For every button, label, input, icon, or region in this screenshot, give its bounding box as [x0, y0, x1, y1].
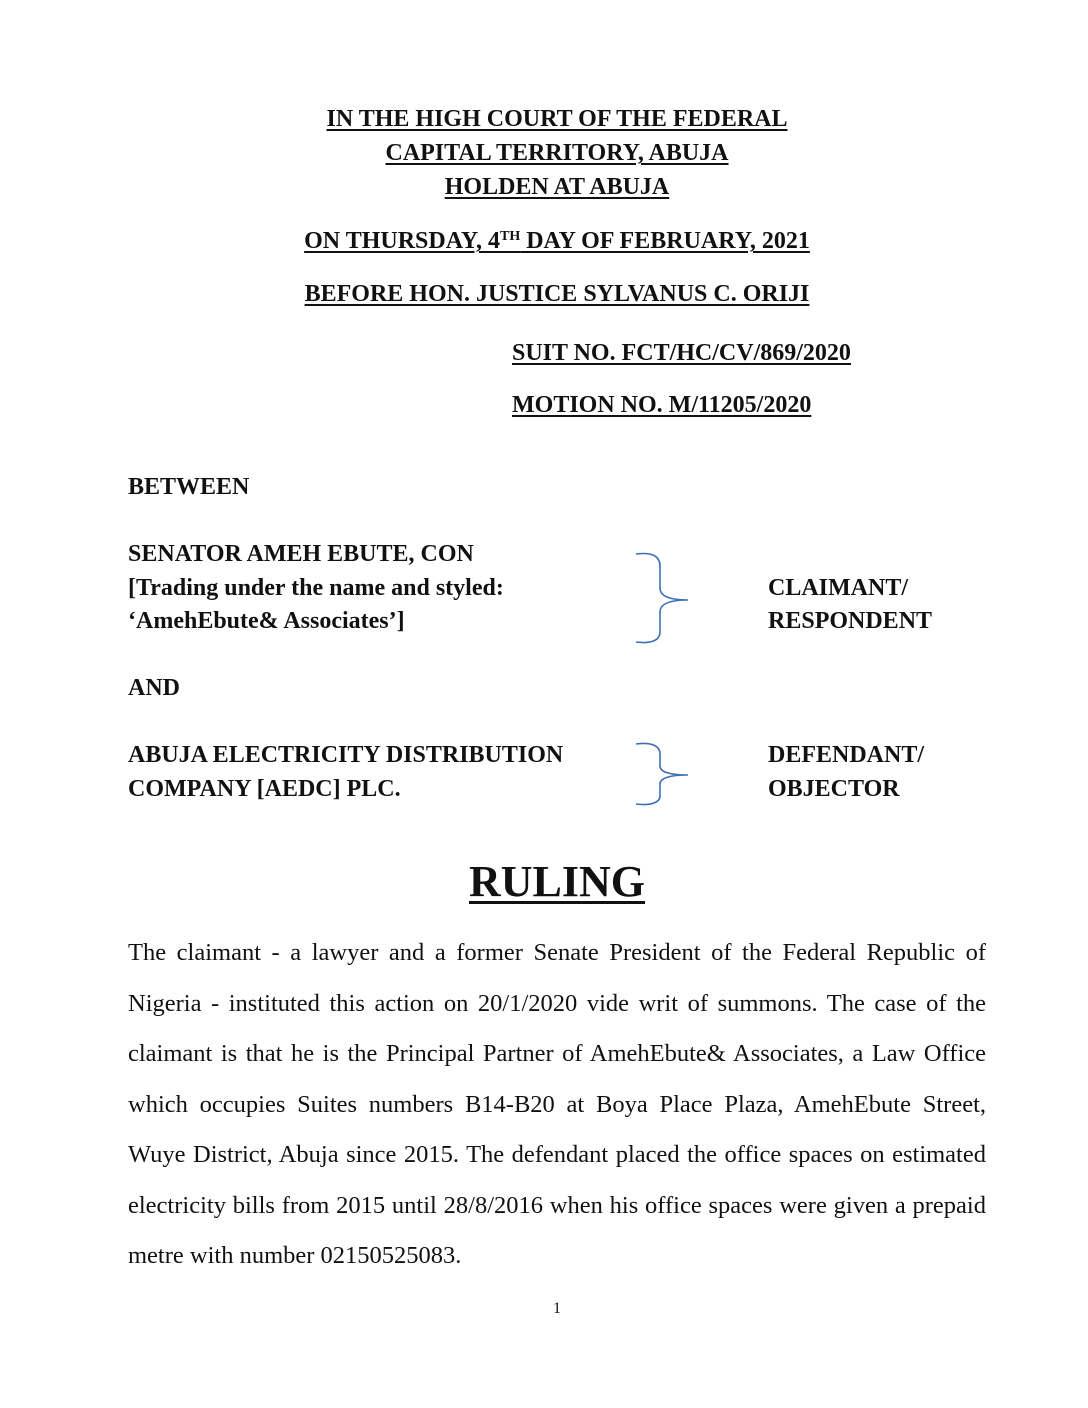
claimant-role-line2: RESPONDENT [768, 608, 933, 634]
hearing-date-suffix: DAY OF FEBRUARY, 2021 [520, 228, 810, 254]
page-number: 1 [553, 1300, 561, 1317]
defendant-name-line1: ABUJA ELECTRICITY DISTRIBUTION [128, 742, 564, 768]
court-title-line2: CAPITAL TERRITORY, ABUJA [385, 140, 729, 166]
and-label: AND [128, 675, 180, 701]
motion-number: MOTION NO. M/11205/2020 [512, 392, 812, 418]
between-label: BETWEEN [128, 474, 250, 500]
claimant-brace-icon [630, 548, 700, 648]
claimant-role-line1: CLAIMANT/ [768, 575, 909, 601]
ruling-title: RULING [468, 857, 646, 906]
court-title-line1: IN THE HIGH COURT OF THE FEDERAL [326, 106, 788, 132]
defendant-role-line1: DEFENDANT/ [768, 742, 925, 768]
hearing-date [0, 228, 1088, 255]
defendant-brace-icon [630, 738, 700, 810]
claimant-trading-note: [Trading under the name and styled: [128, 575, 504, 601]
judge-line: BEFORE HON. JUSTICE SYLVANUS C. ORIJI [304, 281, 810, 307]
claimant-name: SENATOR AMEH EBUTE, CON [128, 541, 474, 567]
defendant-role-line2: OBJECTOR [768, 776, 900, 802]
suit-number: SUIT NO. FCT/HC/CV/869/2020 [512, 340, 851, 366]
ruling-paragraph: The claimant - a lawyer and a former Senate President of the Federal Republic of Nigeria - instituted this action on 20/1/2020 vide writ of summons. The case of the claimant is that he is the Principal Partner of AmehEbute& Associates, a Law Office which occupies Suites numbers B14-B20 at Boya Place Plaza, AmehEbute Street, Wuye District, Abuja since 2015. The defendant placed the office spaces on estimated electricity bills from 2015 until 28/8/2016 when his office spaces were given a prepaid metre with number 02150525083. [128, 939, 986, 1269]
hearing-date-ordinal: TH [499, 229, 521, 244]
claimant-firm-name: ‘AmehEbute& Associates’] [128, 608, 405, 634]
hearing-date-prefix: ON THURSDAY, 4 [304, 228, 500, 254]
court-title-line3: HOLDEN AT ABUJA [444, 174, 670, 200]
defendant-name-line2: COMPANY [AEDC] PLC. [128, 776, 401, 802]
